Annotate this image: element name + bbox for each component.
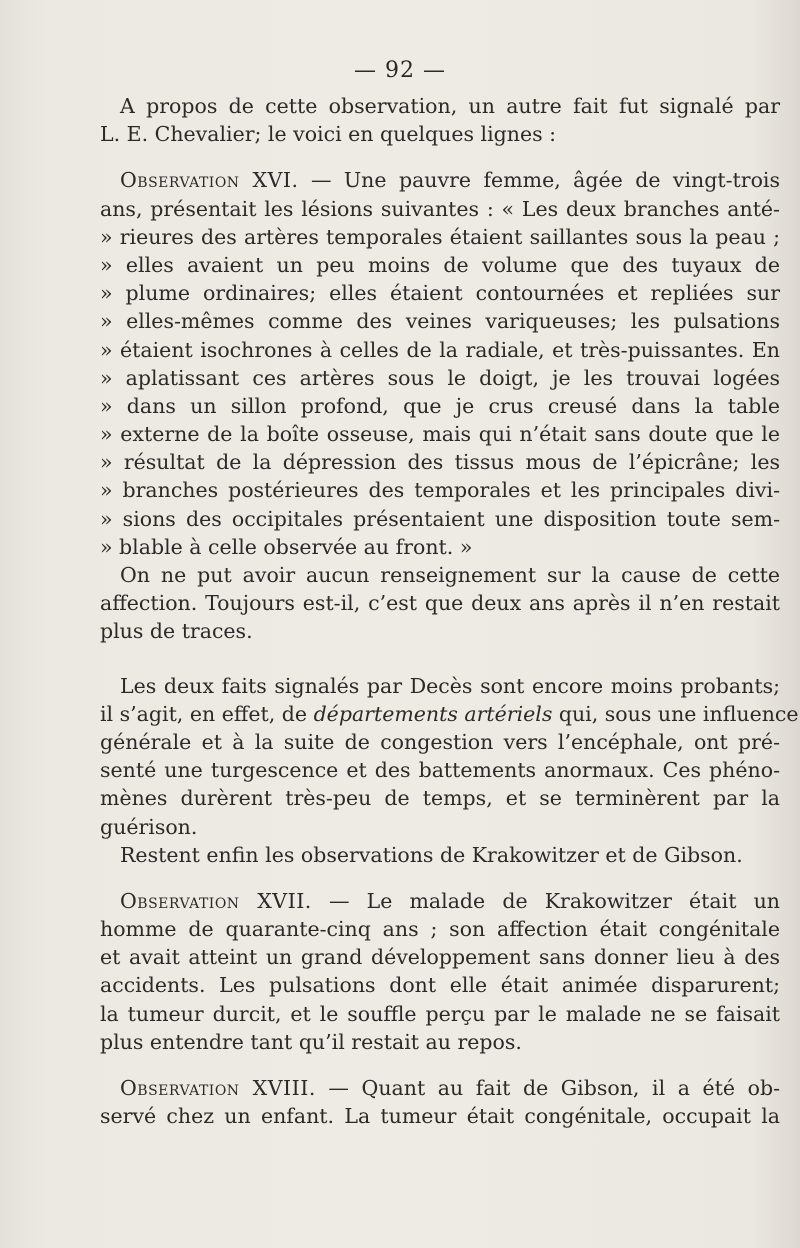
paragraph-remaining bbox=[100, 841, 780, 869]
text-line: » branches postérieures des temporales et les principales divi- bbox=[100, 478, 780, 503]
text-line: » elles-mêmes comme des veines variqueuses; les pulsations bbox=[100, 309, 780, 334]
text-line: Restent enfin les observations de Krakowitzer et de Gibson. bbox=[120, 842, 743, 867]
body-text bbox=[100, 92, 799, 1130]
text-line: » sions des occipitales présentaient une disposition toute sem- bbox=[100, 506, 780, 531]
text-line: » rieures des artères temporales étaient saillantes sous la peau ; bbox=[100, 224, 780, 249]
text-line: et avait atteint un grand développement sans donner lieu à des bbox=[100, 945, 780, 970]
text-line: accidents. Les pulsations dont elle était animée disparurent; bbox=[100, 973, 780, 998]
text-line bbox=[100, 166, 780, 194]
text-fragment: — Le malade de Krakowitzer était un bbox=[311, 888, 780, 913]
text-fragment: — Quant au fait de Gibson, il a été ob- bbox=[315, 1076, 780, 1100]
text-line: » elles avaient un peu moins de volume que des tuyaux de bbox=[100, 252, 780, 277]
text-line: ans, présentait les lésions suivantes : « Les deux branches anté- bbox=[100, 196, 780, 221]
text-line: homme de quarante-cinq ans ; son affection était congénitale bbox=[100, 917, 780, 942]
text-line: » blable à celle observée au front. » bbox=[100, 534, 473, 559]
italic-term: départements artériels bbox=[313, 701, 553, 726]
text-line: » étaient isochrones à celles de la radiale, et très-puissantes. En bbox=[100, 337, 780, 362]
text-line: mènes durèrent très-peu de temps, et se terminèrent par la bbox=[100, 786, 780, 811]
paragraph-observation-16 bbox=[100, 166, 780, 561]
text-line: On ne put avoir aucun renseignement sur la cause de cette bbox=[120, 563, 780, 587]
text-line bbox=[100, 1074, 780, 1102]
text-line: servé chez un enfant. La tumeur était congénitale, occupait la bbox=[100, 1104, 780, 1129]
text-line: senté une turgescence et des battements anormaux. Ces phéno- bbox=[100, 758, 780, 783]
text-line: » résultat de la dépression des tissus mous de l’épicrâne; les bbox=[100, 450, 780, 475]
text-fragment: il s’agit, en effet, de bbox=[100, 701, 314, 726]
text-line: » aplatissant ces artères sous le doigt, je les trouvai logées bbox=[100, 365, 780, 390]
observation-heading: Observation XVIII. bbox=[120, 1076, 316, 1100]
text-line: affection. Toujours est-il, c’est que deux ans après il n’en restait bbox=[100, 591, 780, 616]
text-line: générale et à la suite de congestion vers l’encéphale, ont pré- bbox=[100, 729, 780, 754]
paragraph-observation-18 bbox=[100, 1074, 780, 1130]
text-line: » externe de la boîte osseuse, mais qui n’était sans doute que le bbox=[100, 422, 780, 447]
text-fragment: — Une pauvre femme, âgée de vingt-trois bbox=[298, 168, 781, 193]
text-line bbox=[100, 887, 780, 915]
text-line: » plume ordinaires; elles étaient contournées et repliées sur bbox=[100, 281, 780, 306]
text-fragment: qui, sous une influence bbox=[552, 701, 799, 726]
text-line: » dans un sillon profond, que je crus creusé dans la table bbox=[100, 393, 780, 418]
paragraph-observation-17 bbox=[100, 887, 780, 1056]
text-line: L. E. Chevalier; le voici en quelques lignes : bbox=[100, 122, 557, 147]
observation-heading: Observation XVI. bbox=[120, 168, 299, 193]
paragraph-intro bbox=[100, 92, 780, 148]
text-line: la tumeur durcit, et le souffle perçu par le malade ne se faisait bbox=[100, 1001, 780, 1026]
text-line: Les deux faits signalés par Decès sont encore moins probants; bbox=[120, 673, 780, 698]
text-line bbox=[100, 700, 799, 728]
text-line: plus de traces. bbox=[100, 619, 253, 644]
text-line: A propos de cette observation, un autre fait fut signalé par bbox=[120, 94, 780, 118]
observation-heading: Observation XVII. bbox=[120, 888, 312, 913]
paragraph-no-information bbox=[100, 561, 780, 646]
text-line: guérison. bbox=[100, 814, 198, 839]
text-line: plus entendre tant qu’il restait au repos. bbox=[100, 1029, 522, 1054]
page-number: — 92 — bbox=[354, 58, 446, 83]
paragraph-deces bbox=[100, 672, 799, 841]
